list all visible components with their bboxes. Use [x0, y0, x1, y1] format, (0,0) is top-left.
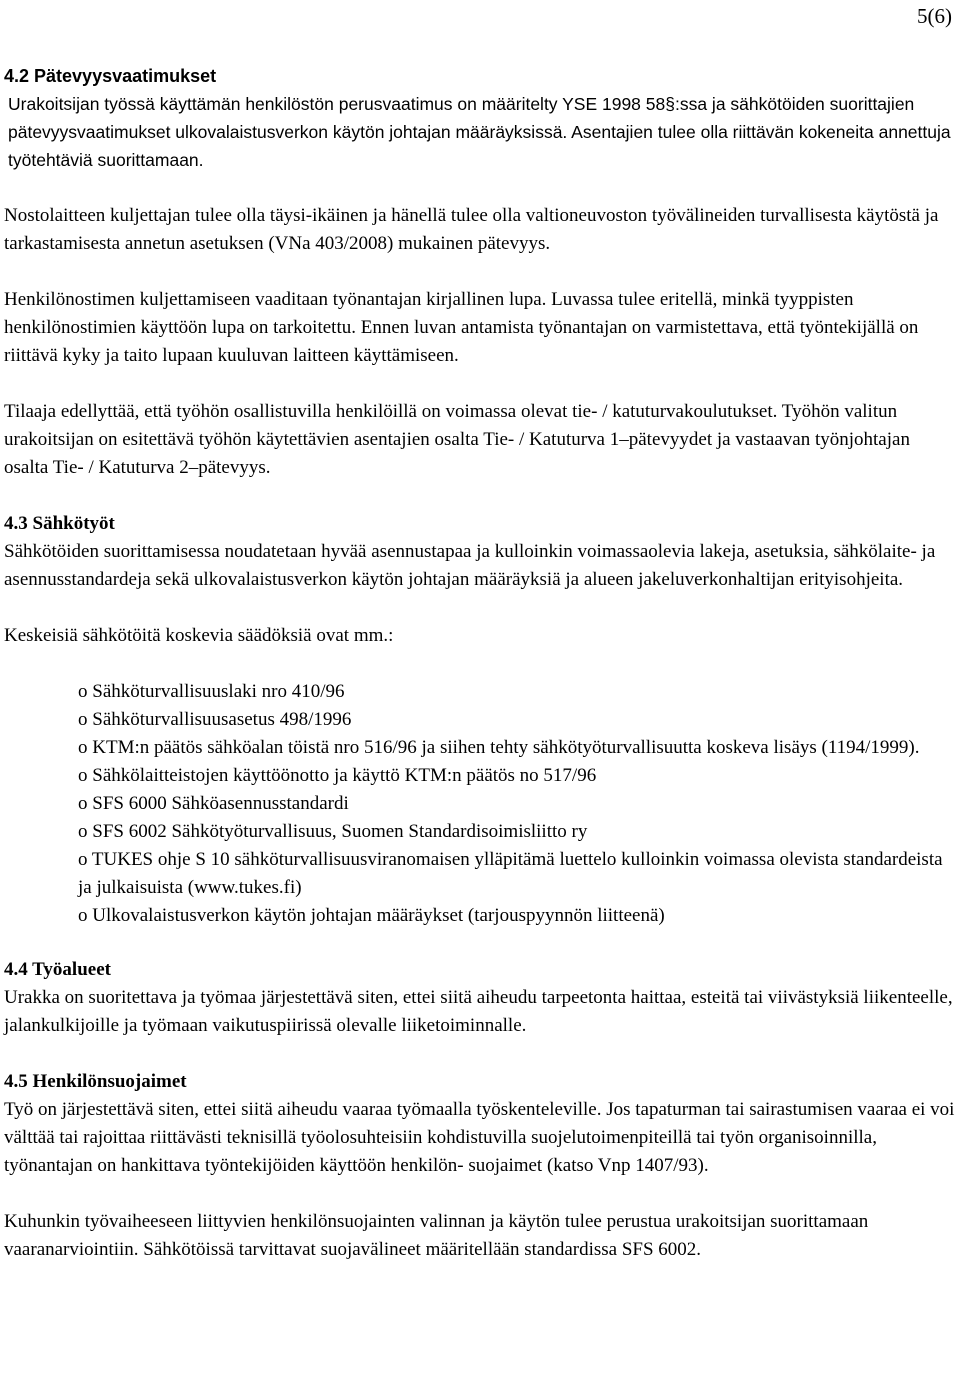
paragraph-4-5-protective-equipment: Työ on järjestettävä siten, ettei siitä aiheudu vaaraa työmaalla työskenteleville. Jos tapaturman tai sairastumisen vaaraa ei voi välttää tai rajoittaa riittävästi teknisillä työolosuhteisiin kohdistuvilla suojelutoimenpiteillä tai työn organisoinnilla, työnantajan on hankittava työntekijöiden käyttöön henkilön- suojaimet (katso Vnp 1407/93).: [4, 1099, 955, 1176]
document-content: [4, 62, 956, 1264]
paragraph-4-5-risk-assessment: Kuhunkin työvaiheeseen liittyvien henkilönsuojainten valinnan ja käytön tulee perustua urakoitsijan suorittamaan vaaranarviointiin. Sähkötöissä tarvittavat suojavälineet määritellään standardissa SFS 6002.: [4, 1211, 869, 1260]
paragraph-4-2-lifting-operator: Nostolaitteen kuljettajan tulee olla täysi-ikäinen ja hänellä tulee olla valtioneuvoston työvälineiden turvallisesta käytöstä ja tarkastamisesta annetun asetuksen (VNa 403/2008) mukainen pätevyys.: [4, 205, 939, 254]
list-item: o KTM:n päätös sähköalan töistä nro 516/96 ja siihen tehty sähkötyöturvallisuutta koskeva lisäys (1194/1999).: [78, 737, 920, 758]
section-heading-4-3: 4.3 Sähkötyöt: [4, 513, 115, 534]
list-item: o TUKES ohje S 10 sähköturvallisuusviranomaisen ylläpitämä luettelo kulloinkin voimassa olevista standardeista ja julkaisuista (www.tukes.fi): [78, 849, 943, 898]
list-item: o Sähkölaitteistojen käyttöönotto ja käyttö KTM:n päätös no 517/96: [78, 765, 597, 786]
regulations-list: [78, 678, 956, 930]
paragraph-4-3-regulations-intro: Keskeisiä sähkötöitä koskevia säädöksiä ovat mm.:: [4, 625, 394, 646]
paragraph-4-2-intro: Urakoitsijan työssä käyttämän henkilöstön perusvaatimus on määritelty YSE 1998 58§:ssa ja sähkötöiden suorittajien pätevyysvaatimukset ulkovalaistusverkon käytön johtajan määräyksissä. Asentajien tulee olla riittävän kokeneita annettuja työtehtäviä suorittamaan.: [8, 94, 951, 170]
paragraph-4-2-aerial-platform: Henkilönostimen kuljettamiseen vaaditaan työnantajan kirjallinen lupa. Luvassa tulee eritellä, minkä tyyppisten henkilönostimien käyttöön lupa on tarkoitettu. Ennen luvan antamista työnantajan on varmistettava, että työntekijällä on riittävä kyky ja taito lupaan kuuluvan laitteen käyttämiseen.: [4, 289, 919, 366]
list-item: o Sähköturvallisuuslaki nro 410/96: [78, 681, 345, 702]
paragraph-4-2-road-safety-training: Tilaaja edellyttää, että työhön osallistuvilla henkilöillä on voimassa olevat tie- / katuturvakoulutukset. Työhön valitun urakoitsijan on esitettävä työhön käytettävien asentajien osalta Tie- / Katuturva 1–pätevyydet ja vastaavan työnjohtajan osalta Tie- / Katuturva 2–pätevyys.: [4, 401, 910, 478]
section-heading-4-2: 4.2 Pätevyysvaatimukset: [4, 66, 217, 86]
list-item: o Sähköturvallisuusasetus 498/1996: [78, 709, 352, 730]
list-item: o SFS 6002 Sähkötyöturvallisuus, Suomen Standardisoimisliitto ry: [78, 821, 588, 842]
list-item: o SFS 6000 Sähköasennusstandardi: [78, 793, 349, 814]
list-item: o Ulkovalaistusverkon käytön johtajan määräykset (tarjouspyynnön liitteenä): [78, 905, 665, 926]
paragraph-4-4-work-areas: Urakka on suoritettava ja työmaa järjestettävä siten, ettei siitä aiheudu tarpeetonta haittaa, esteitä tai viivästyksiä liikenteelle, jalankulkijoille ja työmaan vaikutuspiirissä olevalle liiketoiminnalle.: [4, 987, 953, 1036]
section-heading-4-5: 4.5 Henkilönsuojaimet: [4, 1071, 187, 1092]
page-number: 5(6): [917, 4, 952, 28]
paragraph-4-3-electrical-work: Sähkötöiden suorittamisessa noudatetaan hyvää asennustapaa ja kulloinkin voimassaolevia lakeja, asetuksia, sähkölaite- ja asennusstandardeja sekä ulkovalaistusverkon käytön johtajan määräyksiä ja alueen jakeluverkonhaltijan erityisohjeita.: [4, 541, 936, 590]
section-heading-4-4: 4.4 Työalueet: [4, 959, 111, 980]
